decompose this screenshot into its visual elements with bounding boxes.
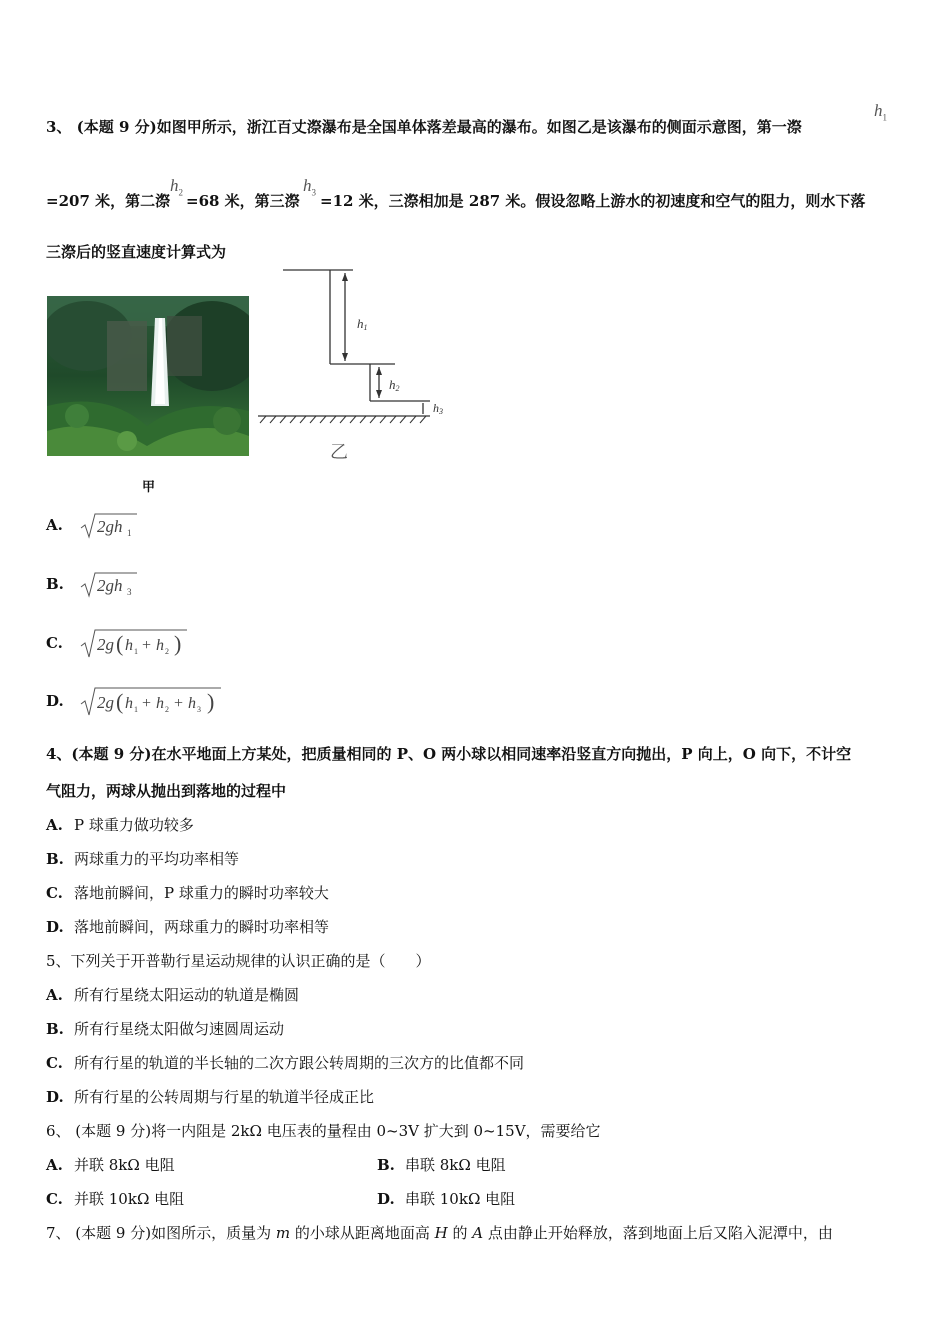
svg-text:+: + [141, 695, 151, 712]
svg-text:2g: 2g [96, 693, 114, 712]
svg-text:+: + [173, 695, 183, 712]
q6-option-d: D. 串联 10kΩ 电阻 [377, 1190, 516, 1208]
h3-symbol: $h_3$ [303, 176, 316, 198]
q3-option-d: D. 2g ( h 1 + h 2 + h 3 ) [46, 686, 224, 718]
svg-text:2g: 2g [96, 635, 114, 654]
h2-symbol: $h_2$ [170, 176, 183, 198]
svg-text:2: 2 [164, 647, 169, 656]
svg-text:2gh: 2gh [96, 576, 123, 595]
svg-text:(: ( [115, 689, 124, 714]
q4-line2: 气阻力，两球从抛出到落地的过程中 [46, 782, 287, 800]
svg-text:+: + [141, 637, 151, 654]
q5-option-b: B. 所有行星绕太阳做匀速圆周运动 [46, 1020, 285, 1038]
diagram-h3-label: h3 [433, 401, 443, 416]
q4-option-a: A. P 球重力做功较多 [46, 816, 194, 834]
waterfall-photo [47, 296, 249, 456]
svg-text:2: 2 [164, 705, 169, 714]
q5-option-a: A. 所有行星绕太阳运动的轨道是椭圆 [46, 986, 300, 1004]
svg-text:1: 1 [126, 528, 132, 538]
q4-option-b: B. 两球重力的平均功率相等 [46, 850, 240, 868]
svg-text:1: 1 [133, 705, 138, 714]
svg-text:h: h [155, 695, 164, 712]
q3-option-a: A. 2gh 1 [46, 512, 139, 540]
q4-line1: 4、(本题 9 分)在水平地面上方某处，把质量相同的 P、O 两小球以相同速率沿竖直方向抛出，P 向上，O 向下，不计空 [46, 745, 852, 763]
svg-text:): ) [206, 689, 215, 714]
q7-line1: 7、 (本题 9 分)如图所示，质量为 m 的小球从距离地面高 H 的 A 点由静止开始释放，落到地面上后又陷入泥潭中，由 [46, 1224, 833, 1242]
q6-option-a: A. 并联 8kΩ 电阻 [46, 1156, 175, 1174]
var-A: A [472, 1224, 484, 1242]
diagram-h2-label: h2 [389, 377, 400, 393]
svg-text:1: 1 [133, 647, 138, 656]
sqrt-2g-h1-plus-h2-plus-h3 [79, 686, 224, 718]
q3-option-c: C. 2g ( h 1 + h 2 ) [46, 628, 189, 660]
svg-text:h: h [187, 695, 196, 712]
figure-label-yi: 乙 [330, 442, 348, 463]
q3-line1: 3、 (本题 9 分)如图甲所示，浙江百丈漈瀑布是全国单体落差最高的瀑布。如图乙是该瀑布的侧面示意图，第一漈 [46, 118, 802, 136]
q6-option-b: B. 串联 8kΩ 电阻 [377, 1156, 506, 1174]
svg-text:(: ( [115, 631, 124, 656]
q6-line1: 6、 (本题 9 分)将一内阻是 2kΩ 电压表的量程由 0~3V 扩大到 0~15V，需要给它 [46, 1122, 601, 1140]
svg-text:3: 3 [126, 587, 132, 597]
h1-symbol: $h_1$ [874, 101, 887, 123]
q3-line2-part-b: =68 米，第三漈 [186, 192, 300, 210]
svg-text:3: 3 [196, 705, 201, 714]
svg-text:2gh: 2gh [96, 517, 123, 536]
q4-option-d: D. 落地前瞬间，两球重力的瞬时功率相等 [46, 918, 330, 936]
q5-option-d: D. 所有行星的公转周期与行星的轨道半径成正比 [46, 1088, 375, 1106]
waterfall-side-diagram [255, 265, 455, 465]
sqrt-2gh1 [79, 512, 139, 540]
q5-option-c: C. 所有行星的轨道的半长轴的二次方跟公转周期的三次方的比值都不同 [46, 1054, 525, 1072]
q3-option-b: B. 2gh 3 [46, 571, 139, 599]
q3-line2 [46, 190, 170, 211]
svg-text:h: h [124, 637, 133, 654]
var-H: H [434, 1224, 448, 1242]
svg-text:): ) [173, 631, 182, 656]
q3-line2-part-a: =207 米，第二漈 [46, 192, 171, 210]
svg-text:h: h [155, 637, 164, 654]
q6-option-c: C. 并联 10kΩ 电阻 [46, 1190, 185, 1208]
q3-line2-part-c: =12 米，三漈相加是 287 米。假设忽略上游水的初速度和空气的阻力，则水下落 [320, 192, 866, 210]
sqrt-2g-h1-plus-h2 [79, 628, 189, 660]
var-m: m [275, 1224, 291, 1242]
svg-text:h: h [124, 695, 133, 712]
diagram-h1-label: h1 [357, 316, 368, 332]
figure-label-jia: 甲 [142, 480, 156, 495]
q4-option-c: C. 落地前瞬间，P 球重力的瞬时功率较大 [46, 884, 329, 902]
q5-line1: 5、下列关于开普勒行星运动规律的认识正确的是（ ） [46, 952, 431, 970]
sqrt-2gh3 [79, 571, 139, 599]
q3-line3: 三漈后的竖直速度计算式为 [46, 243, 227, 261]
